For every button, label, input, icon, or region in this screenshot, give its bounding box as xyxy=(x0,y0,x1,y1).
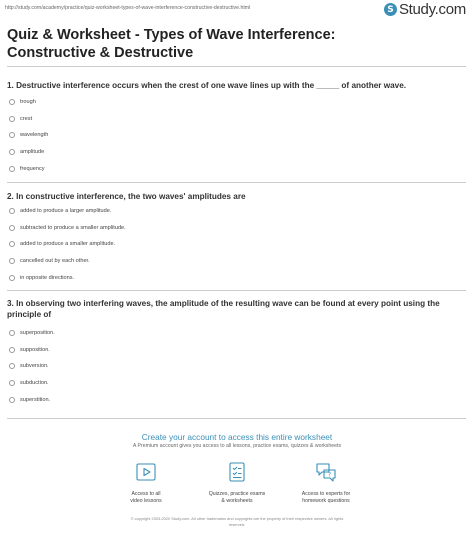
option-label: crest xyxy=(20,116,33,122)
feature-label-line-1: Access to all xyxy=(131,491,161,497)
question-2-option-1[interactable] xyxy=(9,208,111,214)
question-divider xyxy=(7,290,466,291)
question-1-option-2[interactable] xyxy=(9,116,32,122)
radio-icon[interactable] xyxy=(9,258,15,264)
option-label: in opposite directions. xyxy=(20,275,75,281)
radio-icon[interactable] xyxy=(9,275,15,281)
radio-icon[interactable] xyxy=(9,241,15,247)
promo-divider xyxy=(7,418,466,419)
question-3-option-3[interactable] xyxy=(9,363,49,369)
logo-mark-icon: S xyxy=(384,3,397,16)
question-2-option-5[interactable] xyxy=(9,275,74,281)
svg-text:?: ? xyxy=(327,471,332,479)
radio-icon[interactable] xyxy=(9,208,15,214)
footer-line-1: © copyright 2003-2020 Study.com. All other trademarks and copyrights are the property of their respective owners. All rights xyxy=(130,516,344,521)
video-lesson-icon xyxy=(135,461,157,483)
option-label: amplitude xyxy=(20,149,45,155)
radio-icon[interactable] xyxy=(9,225,15,231)
feature-label-line-1: Access to experts for xyxy=(301,491,351,497)
question-3-option-2[interactable] xyxy=(9,347,50,353)
question-3-option-1[interactable] xyxy=(9,330,55,336)
feature-label-line-1: Quizzes, practice exams xyxy=(208,491,266,497)
page-title xyxy=(7,26,447,62)
radio-icon[interactable] xyxy=(9,149,15,155)
radio-icon[interactable] xyxy=(9,380,15,386)
radio-icon[interactable] xyxy=(9,347,15,353)
question-2-option-4[interactable] xyxy=(9,258,90,264)
question-2-option-3[interactable] xyxy=(9,241,115,247)
title-divider xyxy=(7,66,466,67)
option-label: supposition. xyxy=(20,347,50,353)
feature-video-lessons xyxy=(101,461,191,505)
option-label: cancelled out by each other. xyxy=(20,258,90,264)
question-3-option-4[interactable] xyxy=(9,380,49,386)
footer-line-2: reserved. xyxy=(228,521,246,527)
title-line-1: Quiz & Worksheet - Types of Wave Interference: xyxy=(7,27,336,43)
option-label: superposition. xyxy=(20,330,55,336)
option-label: trough xyxy=(20,99,36,105)
feature-label-line-2: video lessons xyxy=(130,497,162,504)
question-1-option-1[interactable] xyxy=(9,99,36,105)
feature-label-line-2: & worksheets xyxy=(221,497,253,504)
radio-icon[interactable] xyxy=(9,116,15,122)
logo-text: Study.com xyxy=(398,1,466,18)
option-label: wavelength xyxy=(20,132,49,138)
option-label: subduction. xyxy=(20,380,49,386)
radio-icon[interactable] xyxy=(9,132,15,138)
question-3-text xyxy=(7,298,467,320)
question-3-line-1: 3. In observing two interfering waves, the amplitude of the resulting wave can be found at every point using the xyxy=(7,299,440,308)
feature-quizzes xyxy=(192,461,282,505)
page-url: http://study.com/academy/practice/quiz-worksheet-types-of-wave-interference-constructive-destructive.html xyxy=(5,5,251,11)
copyright-footer xyxy=(0,516,474,527)
option-label: added to produce a larger amplitude. xyxy=(20,208,112,214)
chat-experts-icon xyxy=(315,461,337,483)
option-label: frequency xyxy=(20,166,45,172)
question-2-option-2[interactable] xyxy=(9,225,126,231)
radio-icon[interactable] xyxy=(9,99,15,105)
option-label: subversion. xyxy=(20,363,49,369)
option-label: superstition. xyxy=(20,397,51,403)
question-1-option-3[interactable] xyxy=(9,132,48,138)
question-1-option-4[interactable] xyxy=(9,149,44,155)
radio-icon[interactable] xyxy=(9,330,15,336)
study-logo[interactable] xyxy=(384,1,466,18)
feature-experts xyxy=(281,461,371,505)
radio-icon[interactable] xyxy=(9,363,15,369)
feature-label-line-2: homework questions xyxy=(302,497,350,504)
question-1-option-5[interactable] xyxy=(9,166,45,172)
title-line-2: Constructive & Destructive xyxy=(7,45,194,61)
question-divider xyxy=(7,182,466,183)
quiz-icon xyxy=(226,461,248,483)
option-label: added to produce a smaller amplitude. xyxy=(20,241,116,247)
create-account-link[interactable]: Create your account to access this entire worksheet xyxy=(141,432,333,442)
radio-icon[interactable] xyxy=(9,166,15,172)
radio-icon[interactable] xyxy=(9,397,15,403)
question-3-option-5[interactable] xyxy=(9,397,50,403)
question-3-line-2: principle of xyxy=(7,310,52,319)
question-2-text: 2. In constructive interference, the two waves' amplitudes are xyxy=(7,192,246,201)
option-label: subtracted to produce a smaller amplitude. xyxy=(20,225,126,231)
promo-subtitle: A Premium account gives you access to all lessons, practice exams, quizzes & worksheets xyxy=(132,443,342,449)
question-1-text: 1. Destructive interference occurs when the crest of one wave lines up with the _____ of another wave. xyxy=(7,81,407,90)
